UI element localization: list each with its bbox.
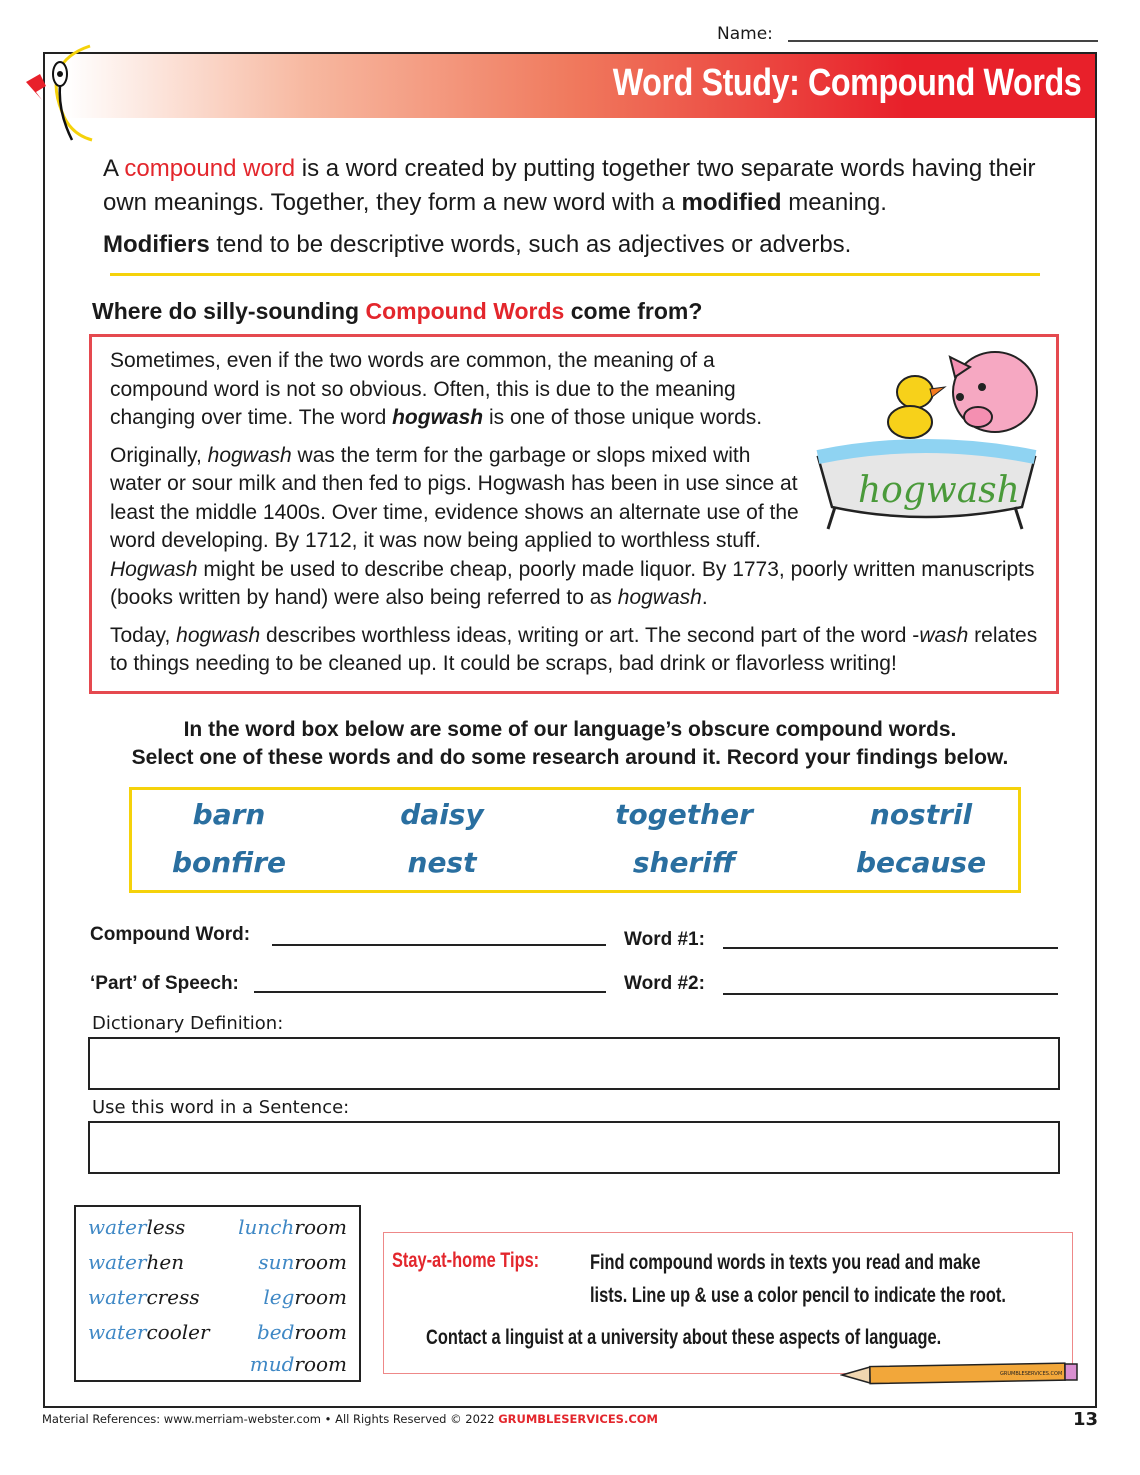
page-title: Word Study: Compound Words bbox=[612, 62, 1081, 104]
example-word: watercooler bbox=[88, 1320, 210, 1344]
word1-field[interactable] bbox=[723, 947, 1058, 949]
word-box bbox=[129, 787, 1021, 893]
example-word: legroom bbox=[263, 1285, 347, 1309]
example-word: waterless bbox=[88, 1215, 186, 1239]
example-words-box bbox=[74, 1205, 361, 1382]
word-option[interactable]: nest bbox=[407, 846, 477, 879]
sentence-label: Use this word in a Sentence: bbox=[92, 1097, 350, 1118]
example-word: sunroom bbox=[258, 1250, 347, 1274]
example-word: lunchroom bbox=[238, 1215, 347, 1239]
tips-label: Stay-at-home Tips: bbox=[392, 1249, 540, 1272]
word-option[interactable]: because bbox=[855, 846, 987, 879]
bird-logo-icon bbox=[22, 42, 97, 142]
word-option[interactable]: bonfire bbox=[171, 846, 287, 879]
sentence-field[interactable] bbox=[88, 1121, 1060, 1174]
title-banner bbox=[45, 54, 1095, 118]
word1-label: Word #1: bbox=[624, 929, 705, 950]
tips-line1: Find compound words in texts you read and make bbox=[590, 1251, 981, 1274]
name-field[interactable] bbox=[788, 40, 1098, 42]
word-option[interactable]: sheriff bbox=[632, 846, 736, 879]
tub-label: hogwash bbox=[858, 470, 1020, 511]
tips-box bbox=[383, 1232, 1073, 1374]
example-word: bedroom bbox=[256, 1320, 347, 1344]
divider bbox=[110, 273, 1040, 276]
word-option[interactable]: daisy bbox=[400, 798, 484, 831]
example-word: watercress bbox=[88, 1285, 200, 1309]
name-label: Name: bbox=[717, 24, 773, 44]
pencil-icon bbox=[840, 1360, 1080, 1386]
compound-word-field[interactable] bbox=[272, 944, 606, 946]
intro-text: A compound word is a word created by putting together two separate words having their own meanings. Together, they form a new word with a modified meaning. Modifiers tend to be descriptive words, such as adjectives or adverbs. bbox=[103, 155, 1036, 258]
compound-word-label: Compound Word: bbox=[90, 924, 251, 945]
example-word: mudroom bbox=[249, 1352, 347, 1376]
page-number: 13 bbox=[1072, 1409, 1098, 1430]
footer: Material References: www.merriam-webster.com • All Rights Reserved © 2022 GRUMBLESERVICES.COM bbox=[42, 1412, 658, 1426]
word-option[interactable]: nostril bbox=[869, 798, 973, 831]
hogwash-story: hogwash Sometimes, even if the two words are common, the meaning of a compound word is not so obvious. Often, this is due to the meaning changing over time. The word hogwash is one of those unique words. Originally, hogwash was the term for the garbage or slops mixed with water or sour milk and then fed to pigs. Hogwash has been in use since at least the middle 1400s. Over time, evidence shows an alternate use of the word developing. By 1712, it was now being applied to worthless stuff. Hogwash might be used to describe cheap, poorly made liquor. By 1773, poorly written manuscripts (books written by hand) were also being referred to as hogwash. Today, hogwash describes worthless ideas, writing or art. The second part of the word -wash relates to things needing to be cleaned up. It could be scraps, bad drink or flavorless writing! bbox=[89, 334, 1059, 694]
part-of-speech-label: ‘Part’ of Speech: bbox=[90, 973, 239, 994]
word-option[interactable]: barn bbox=[192, 798, 266, 831]
part-of-speech-field[interactable] bbox=[254, 991, 606, 993]
word2-label: Word #2: bbox=[624, 973, 705, 994]
tips-line2: lists. Line up & use a color pencil to indicate the root. bbox=[590, 1284, 1006, 1307]
section-heading: Where do silly-sounding Compound Words come from? bbox=[92, 298, 703, 324]
word-option[interactable]: together bbox=[615, 798, 753, 831]
tips-line3: Contact a linguist at a university about these aspects of language. bbox=[426, 1326, 942, 1349]
pencil-text: GRUMBLESERVICES.COM bbox=[1000, 1371, 1063, 1377]
definition-field[interactable] bbox=[88, 1037, 1060, 1090]
pig-in-tub-drawing bbox=[810, 347, 1045, 542]
word2-field[interactable] bbox=[723, 993, 1058, 995]
example-word: waterhen bbox=[88, 1250, 185, 1274]
pig-in-tub-illustration bbox=[810, 347, 1048, 547]
instructions: In the word box below are some of our language’s obscure compound words. Select one of these words and do some research around it. Record your findings below. bbox=[131, 718, 1009, 769]
definition-label: Dictionary Definition: bbox=[92, 1013, 284, 1034]
